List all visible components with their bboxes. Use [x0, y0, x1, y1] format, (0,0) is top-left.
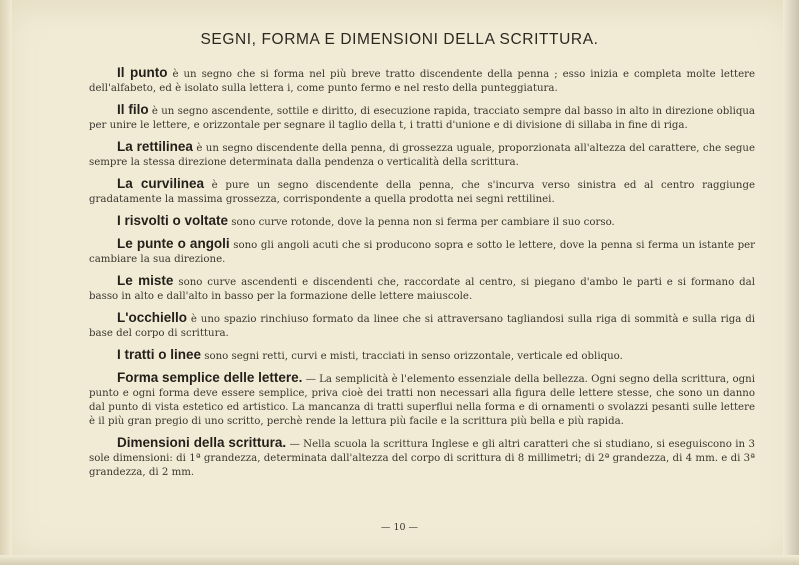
page-number: — 10 —: [380, 522, 419, 533]
definition-dimensioni: — Nella scuola la scrittura Inglese e gli altri caratteri che si studiano, si eseguiscono in 3 sole dimensioni: di 1ª grandezza, determinata dall'altezza del corpo di scrittura di 8 millimetri; di 2ª grandezza, di 4 mm. e di 3ª grandezza, di 2 mm.: [89, 439, 755, 478]
paragraph-rettilinea: [89, 140, 755, 170]
paragraph-miste: [89, 274, 755, 304]
page-right-edge: [783, 0, 799, 565]
definition-miste: sono curve ascendenti e discendenti che, raccordate al centro, si piegano d'ambo le parti e si formano dal basso in alto e dall'alto in basso per la formazione delle lettere maiuscole.: [89, 277, 755, 302]
term-tratti: I tratti o linee: [117, 347, 202, 362]
definition-risvolti: sono curve rotonde, dove la penna non si ferma per cambiare il suo corso.: [228, 217, 615, 228]
definition-tratti: sono segni retti, curvi e misti, tracciati in senso orizzontale, verticale ed obliquo.: [201, 351, 623, 362]
paragraph-forma: [89, 371, 755, 429]
term-filo: Il filo: [117, 102, 149, 117]
paragraph-filo: [89, 103, 755, 133]
definition-punto: è un segno che si forma nel più breve tratto discendente della penna ; esso inizia e completa molte lettere dell'alfabeto, ed è isolato sulla lettera i, come punto fermo e nel resto della punteggiatura.: [89, 69, 755, 94]
term-risvolti: I risvolti o voltate: [117, 213, 229, 228]
term-dimensioni: Dimensioni della scrittura.: [117, 435, 287, 450]
paragraph-tratti: [89, 348, 755, 364]
paragraph-punto: [89, 66, 755, 96]
definition-occhiello: è uno spazio rinchiuso formato da linee che si attraversano tagliandosi sulla riga di sommità e sulla riga di base del corpo di scrittura.: [89, 314, 755, 339]
definition-rettilinea: è un segno discendente della penna, di grossezza uguale, proporzionata all'altezza del carattere, che segue sempre la stessa direzione determinata dalla pendenza o verticalità della scrittura.: [89, 143, 755, 168]
term-occhiello: L'occhiello: [117, 310, 187, 325]
definition-forma: — La semplicità è l'elemento essenziale della bellezza. Ogni segno della scrittura, ogni punto e ogni forma deve essere semplice, priva cioè dei tratti non necessari alla figura delle lettere stesse, che sono un danno dal punto di vista estetico ed artistico. La mancanza di tratti superflui nella forma e di ornamenti o svolazzi pesanti sulle lettere è il più gran pregio di uno scritto, perchè rende la lettura più facile e la scrittura più bella e più rapida.: [89, 374, 755, 427]
paragraph-risvolti: [89, 214, 755, 230]
term-punte: Le punte o angoli: [117, 236, 230, 251]
term-curvilinea: La curvilinea: [117, 176, 204, 191]
term-punto: Il punto: [117, 65, 168, 80]
page-title: SEGNI, FORMA E DIMENSIONI DELLA SCRITTURA.: [200, 31, 599, 48]
term-miste: Le miste: [117, 273, 174, 288]
paragraph-occhiello: [89, 311, 755, 341]
paragraph-curvilinea: [89, 177, 755, 207]
page-left-edge: [0, 0, 12, 565]
term-rettilinea: La rettilinea: [117, 139, 193, 154]
definition-punte: sono gli angoli acuti che si producono sopra e sotto le lettere, dove la penna si ferma un istante per cambiare la sua direzione.: [89, 240, 755, 265]
page-body: [89, 66, 755, 487]
paragraph-punte: [89, 237, 755, 267]
definition-filo: è un segno ascendente, sottile e diritto, di esecuzione rapida, tracciato sempre dal basso in alto in direzione obliqua per unire le lettere, e orizzontale per segnare il taglio della t, i tratti d'unione e di divisione di sillaba in fine di riga.: [89, 106, 755, 131]
definition-curvilinea: è pure un segno discendente della penna, che s'incurva verso sinistra ed al centro raggiunge gradatamente la massima grossezza, corrispondente a quella prodotta nei segni rettilinei.: [89, 180, 755, 205]
page-bottom-edge: [0, 555, 799, 565]
term-forma: Forma semplice delle lettere.: [117, 370, 303, 385]
paragraph-dimensioni: [89, 436, 755, 480]
